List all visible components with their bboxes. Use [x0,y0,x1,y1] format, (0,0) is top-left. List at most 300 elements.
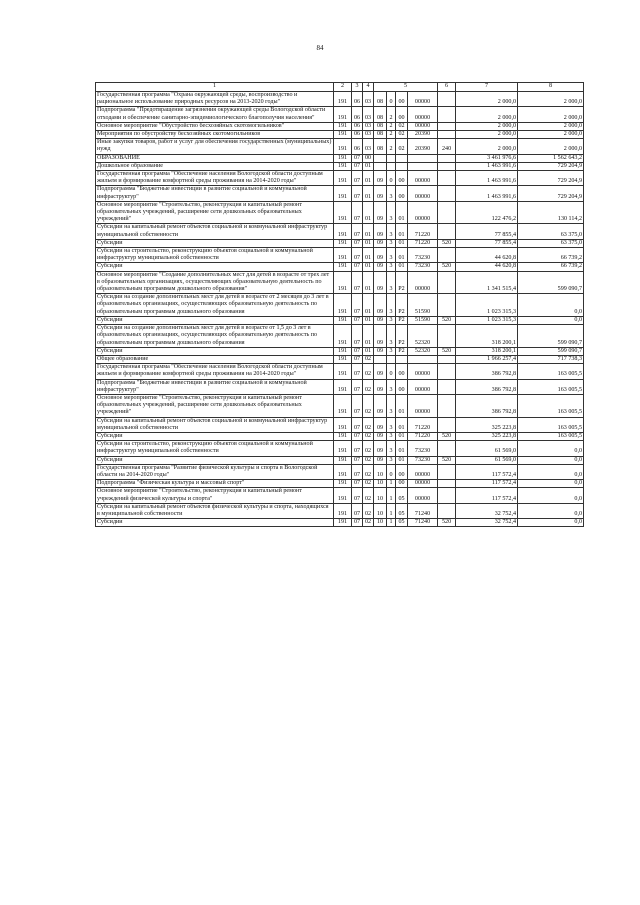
section-cell: 07 [352,224,363,239]
target-code-subprogram-cell: 3 [387,271,396,294]
header-cell-4: 4 [363,83,374,92]
target-code-program-cell: 09 [374,294,387,317]
subsection-cell: 02 [363,503,374,518]
amount-col7-cell: 1 023 315,3 [456,294,518,317]
target-code-direction-cell: 52320 [408,347,438,355]
row-name-cell: Подпрограмма "Бюджетные инвестиции в развитие социальной и коммунальной инфраструктур" [96,186,334,201]
grbs-cell: 191 [334,139,352,154]
table-row [96,503,584,518]
table-row [96,394,584,417]
target-code-subprogram-cell: 2 [387,107,396,122]
target-code-program-cell [374,162,387,170]
row-name-cell: Субсидии [96,263,334,271]
expense-type-cell [438,355,456,363]
target-code-direction-cell: 20390 [408,139,438,154]
amount-col7-cell: 1 463 991,6 [456,171,518,186]
expense-type-cell [438,107,456,122]
row-name-cell: Подпрограмма "Бюджетные инвестиции в развитие социальной и коммунальной инфраструктур" [96,379,334,394]
amount-col7-cell: 44 620,8 [456,248,518,263]
target-code-measure-cell: 01 [396,394,408,417]
subsection-cell: 02 [363,519,374,527]
table-row [96,519,584,527]
section-cell: 07 [352,417,363,432]
row-name-cell: Основное мероприятие "Строительство, реконструкция и капитальный ремонт образовательных учреждений, расширение сети дошкольных образовательных учреждений" [96,201,334,224]
amount-col8-cell: 2 000,0 [518,139,584,154]
row-name-cell: Субсидии на строительство, реконструкцию объектов социальной и коммунальной инфраструктур муниципальной собственности [96,441,334,456]
target-code-program-cell: 08 [374,92,387,107]
amount-col7-cell: 2 000,0 [456,131,518,139]
target-code-subprogram-cell: 3 [387,394,396,417]
grbs-cell: 191 [334,294,352,317]
grbs-cell: 191 [334,519,352,527]
target-code-measure-cell: 01 [396,201,408,224]
subsection-cell: 01 [363,201,374,224]
header-cell-3: 3 [352,83,363,92]
amount-col7-cell: 61 569,0 [456,441,518,456]
grbs-cell: 191 [334,92,352,107]
grbs-cell: 191 [334,271,352,294]
section-cell: 07 [352,239,363,247]
subsection-cell: 01 [363,347,374,355]
expense-type-cell [438,480,456,488]
target-code-subprogram-cell: 3 [387,186,396,201]
subsection-cell: 01 [363,224,374,239]
table-row [96,488,584,503]
target-code-direction-cell: 00000 [408,464,438,479]
amount-col7-cell: 325 223,8 [456,417,518,432]
expense-type-cell [438,271,456,294]
target-code-measure-cell: P2 [396,316,408,324]
amount-col8-cell: 729 204,9 [518,162,584,170]
row-name-cell: Основное мероприятие "Строительство, реконструкция и капитальный ремонт образовательных учреждений, расширение сети дошкольных образовательных учреждений" [96,394,334,417]
target-code-direction-cell: 00000 [408,271,438,294]
row-name-cell: Субсидии на капитальный ремонт объектов физической культуры и спорта, находящихся в муниципальной собственности [96,503,334,518]
amount-col8-cell: 0,0 [518,519,584,527]
header-cell-2: 2 [334,83,352,92]
section-cell: 07 [352,441,363,456]
table-row [96,456,584,464]
target-code-measure-cell: 00 [396,186,408,201]
subsection-cell: 02 [363,379,374,394]
subsection-cell: 01 [363,162,374,170]
table-row [96,325,584,348]
row-name-cell: Субсидии на создание дополнительных мест для детей в возрасте от 2 месяцев до 3 лет в образовательных организациях, осуществляющих образовательную деятельность по образовательным программам дошкольного образования [96,294,334,317]
subsection-cell: 01 [363,186,374,201]
target-code-subprogram-cell: 3 [387,239,396,247]
target-code-measure-cell: P2 [396,271,408,294]
expense-type-cell [438,294,456,317]
amount-col8-cell: 0,0 [518,316,584,324]
amount-col7-cell: 386 792,8 [456,394,518,417]
header-cell-6: 6 [438,83,456,92]
section-cell: 07 [352,464,363,479]
target-code-measure-cell: P2 [396,325,408,348]
target-code-subprogram-cell: 3 [387,224,396,239]
target-code-program-cell: 10 [374,488,387,503]
row-name-cell: Субсидии [96,239,334,247]
target-code-direction-cell: 71220 [408,417,438,432]
table-row [96,316,584,324]
target-code-subprogram-cell: 3 [387,432,396,440]
expense-type-cell [438,154,456,162]
target-code-program-cell: 09 [374,364,387,379]
target-code-measure-cell: 01 [396,224,408,239]
target-code-program-cell: 09 [374,248,387,263]
subsection-cell: 03 [363,139,374,154]
target-code-measure-cell: 01 [396,263,408,271]
expense-type-cell: 240 [438,139,456,154]
target-code-measure-cell: 01 [396,432,408,440]
grbs-cell: 191 [334,316,352,324]
section-cell: 07 [352,154,363,162]
section-cell: 07 [352,263,363,271]
section-cell: 07 [352,162,363,170]
target-code-measure-cell [396,154,408,162]
subsection-cell: 02 [363,364,374,379]
grbs-cell: 191 [334,186,352,201]
target-code-program-cell: 09 [374,263,387,271]
amount-col8-cell: 163 005,5 [518,379,584,394]
target-code-subprogram-cell: 0 [387,364,396,379]
expense-type-cell [438,92,456,107]
table-row [96,122,584,130]
section-cell: 07 [352,347,363,355]
section-cell: 07 [352,316,363,324]
target-code-measure-cell: 01 [396,417,408,432]
target-code-program-cell: 08 [374,107,387,122]
target-code-direction-cell: 00000 [408,488,438,503]
grbs-cell: 191 [334,171,352,186]
table-row [96,107,584,122]
amount-col7-cell: 2 000,0 [456,92,518,107]
amount-col8-cell: 2 000,0 [518,122,584,130]
amount-col7-cell: 1 341 515,4 [456,271,518,294]
subsection-cell: 02 [363,394,374,417]
amount-col8-cell: 0,0 [518,456,584,464]
amount-col7-cell: 318 200,1 [456,347,518,355]
amount-col8-cell: 0,0 [518,480,584,488]
expense-type-cell: 520 [438,519,456,527]
amount-col8-cell: 163 005,5 [518,417,584,432]
target-code-direction-cell: 00000 [408,364,438,379]
amount-col7-cell: 1 463 991,6 [456,186,518,201]
target-code-measure-cell: 00 [396,364,408,379]
subsection-cell: 00 [363,154,374,162]
grbs-cell: 191 [334,355,352,363]
table-row [96,441,584,456]
target-code-direction-cell: 00000 [408,122,438,130]
target-code-subprogram-cell: 2 [387,139,396,154]
subsection-cell: 01 [363,294,374,317]
target-code-program-cell: 09 [374,316,387,324]
row-name-cell: Субсидии на создание дополнительных мест для детей в возрасте от 1,5 до 3 лет в образовательных организациях, осуществляющих образовательную деятельность по образовательным программам дошкольного образования [96,325,334,348]
amount-col7-cell: 1 463 991,6 [456,162,518,170]
amount-col7-cell: 386 792,8 [456,364,518,379]
target-code-direction-cell: 73230 [408,456,438,464]
section-cell: 07 [352,456,363,464]
amount-col7-cell: 325 223,8 [456,432,518,440]
budget-table [95,82,584,527]
grbs-cell: 191 [334,162,352,170]
target-code-program-cell: 09 [374,271,387,294]
grbs-cell: 191 [334,131,352,139]
target-code-measure-cell: 01 [396,456,408,464]
amount-col8-cell: 2 000,0 [518,131,584,139]
table-row [96,464,584,479]
section-cell: 07 [352,186,363,201]
amount-col7-cell: 386 792,8 [456,379,518,394]
section-cell: 07 [352,480,363,488]
header-cell-7: 7 [456,83,518,92]
target-code-subprogram-cell: 3 [387,379,396,394]
expense-type-cell: 520 [438,347,456,355]
table-row [96,131,584,139]
target-code-measure-cell: 02 [396,122,408,130]
grbs-cell: 191 [334,432,352,440]
subsection-cell: 02 [363,355,374,363]
table-row [96,162,584,170]
amount-col8-cell: 163 005,5 [518,432,584,440]
section-cell: 07 [352,355,363,363]
amount-col8-cell: 0,0 [518,441,584,456]
amount-col7-cell: 117 572,4 [456,488,518,503]
section-cell: 07 [352,432,363,440]
expense-type-cell [438,325,456,348]
target-code-subprogram-cell: 2 [387,122,396,130]
row-name-cell: Государственная программа "Развитие физической культуры и спорта в Вологодской области на 2014-2020 годы" [96,464,334,479]
target-code-measure-cell: 00 [396,107,408,122]
target-code-measure-cell: P2 [396,294,408,317]
target-code-subprogram-cell: 1 [387,480,396,488]
target-code-program-cell: 09 [374,379,387,394]
page-number: 84 [316,44,324,52]
target-code-measure-cell: 00 [396,171,408,186]
subsection-cell: 02 [363,456,374,464]
target-code-direction-cell: 71220 [408,224,438,239]
expense-type-cell: 520 [438,316,456,324]
subsection-cell: 01 [363,239,374,247]
expense-type-cell [438,171,456,186]
subsection-cell: 03 [363,107,374,122]
grbs-cell: 191 [334,417,352,432]
target-code-direction-cell: 00000 [408,171,438,186]
target-code-program-cell: 08 [374,131,387,139]
target-code-subprogram-cell: 0 [387,464,396,479]
target-code-direction-cell: 00000 [408,201,438,224]
section-cell: 07 [352,519,363,527]
expense-type-cell [438,248,456,263]
table-row [96,201,584,224]
target-code-program-cell [374,154,387,162]
target-code-subprogram-cell: 3 [387,294,396,317]
amount-col8-cell: 599 090,7 [518,271,584,294]
expense-type-cell [438,394,456,417]
expense-type-cell [438,464,456,479]
target-code-subprogram-cell: 0 [387,92,396,107]
amount-col7-cell: 44 620,8 [456,263,518,271]
table-row [96,139,584,154]
target-code-program-cell: 09 [374,325,387,348]
target-code-program-cell: 10 [374,464,387,479]
row-name-cell: Субсидии на строительство, реконструкцию объектов социальной и коммунальной инфраструктур муниципальной собственности [96,248,334,263]
row-name-cell: Субсидии на капитальный ремонт объектов социальной и коммунальной инфраструктур муниципальной собственности [96,224,334,239]
target-code-measure-cell: 02 [396,131,408,139]
target-code-subprogram-cell: 2 [387,131,396,139]
target-code-direction-cell [408,154,438,162]
target-code-subprogram-cell [387,355,396,363]
table-row [96,239,584,247]
target-code-direction-cell: 00000 [408,480,438,488]
expense-type-cell [438,379,456,394]
table-row [96,379,584,394]
target-code-program-cell: 08 [374,122,387,130]
target-code-measure-cell: 00 [396,379,408,394]
amount-col7-cell: 117 572,4 [456,480,518,488]
table-row [96,92,584,107]
row-name-cell: Подпрограмма "Предотвращение загрязнения окружающей среды Вологодской области отходами и обеспечение санитарно-эпидемиологического благополучия населения" [96,107,334,122]
target-code-program-cell: 08 [374,139,387,154]
target-code-program-cell: 09 [374,441,387,456]
amount-col7-cell: 32 752,4 [456,519,518,527]
amount-col8-cell: 66 739,2 [518,248,584,263]
subsection-cell: 02 [363,464,374,479]
table-row [96,171,584,186]
table-row [96,294,584,317]
header-cell-5: 5 [374,83,438,92]
amount-col8-cell: 729 204,9 [518,171,584,186]
target-code-direction-cell: 71220 [408,239,438,247]
expense-type-cell [438,224,456,239]
target-code-measure-cell: 00 [396,480,408,488]
amount-col7-cell: 1 023 315,3 [456,316,518,324]
target-code-program-cell: 10 [374,503,387,518]
expense-type-cell: 520 [438,456,456,464]
target-code-program-cell: 09 [374,186,387,201]
amount-col8-cell: 63 375,0 [518,224,584,239]
row-name-cell: Основное мероприятие "Обустройство бесхозяйных скотомогильников" [96,122,334,130]
target-code-measure-cell: 00 [396,464,408,479]
target-code-direction-cell [408,355,438,363]
amount-col8-cell: 163 005,5 [518,364,584,379]
amount-col7-cell: 77 855,4 [456,224,518,239]
amount-col8-cell: 0,0 [518,294,584,317]
grbs-cell: 191 [334,364,352,379]
expense-type-cell: 520 [438,263,456,271]
expense-type-cell: 520 [438,239,456,247]
target-code-subprogram-cell: 1 [387,488,396,503]
amount-col7-cell: 318 200,1 [456,325,518,348]
subsection-cell: 01 [363,171,374,186]
row-name-cell: Государственная программа "Охрана окружающей среды, воспроизводство и рациональное использование природных ресурсов на 2013-2020 годы" [96,92,334,107]
target-code-measure-cell: 05 [396,503,408,518]
row-name-cell: Субсидии [96,347,334,355]
target-code-measure-cell: 05 [396,519,408,527]
expense-type-cell: 520 [438,432,456,440]
section-cell: 06 [352,131,363,139]
target-code-program-cell: 10 [374,480,387,488]
amount-col8-cell: 0,0 [518,464,584,479]
grbs-cell: 191 [334,122,352,130]
target-code-direction-cell: 52320 [408,325,438,348]
table-row [96,154,584,162]
amount-col7-cell: 117 572,4 [456,464,518,479]
target-code-measure-cell [396,162,408,170]
target-code-subprogram-cell: 3 [387,441,396,456]
subsection-cell: 02 [363,480,374,488]
target-code-direction-cell: 73230 [408,263,438,271]
target-code-direction-cell: 73230 [408,441,438,456]
section-cell: 07 [352,325,363,348]
target-code-program-cell [374,355,387,363]
target-code-subprogram-cell: 3 [387,456,396,464]
subsection-cell: 02 [363,441,374,456]
row-name-cell: Субсидии [96,519,334,527]
amount-col8-cell: 63 375,0 [518,239,584,247]
table-row [96,480,584,488]
row-name-cell: Субсидии [96,316,334,324]
grbs-cell: 191 [334,394,352,417]
target-code-program-cell: 09 [374,432,387,440]
amount-col8-cell: 2 000,0 [518,107,584,122]
subsection-cell: 01 [363,316,374,324]
target-code-direction-cell: 71240 [408,503,438,518]
amount-col8-cell: 2 000,0 [518,92,584,107]
amount-col7-cell: 61 569,0 [456,456,518,464]
grbs-cell: 191 [334,456,352,464]
target-code-subprogram-cell: 1 [387,503,396,518]
target-code-measure-cell [396,355,408,363]
target-code-program-cell: 09 [374,347,387,355]
amount-col8-cell: 163 005,5 [518,394,584,417]
subsection-cell: 01 [363,325,374,348]
expense-type-cell [438,488,456,503]
expense-type-cell [438,131,456,139]
section-cell: 06 [352,107,363,122]
target-code-program-cell: 09 [374,201,387,224]
amount-col8-cell: 130 114,2 [518,201,584,224]
row-name-cell: Субсидии на капитальный ремонт объектов социальной и коммунальной инфраструктур муниципальной собственности [96,417,334,432]
expense-type-cell [438,364,456,379]
target-code-direction-cell: 71240 [408,519,438,527]
target-code-direction-cell: 20390 [408,131,438,139]
subsection-cell: 02 [363,488,374,503]
expense-type-cell [438,122,456,130]
row-name-cell: Субсидии [96,456,334,464]
target-code-subprogram-cell [387,154,396,162]
amount-col7-cell: 122 476,2 [456,201,518,224]
subsection-cell: 02 [363,432,374,440]
target-code-subprogram-cell: 3 [387,347,396,355]
grbs-cell: 191 [334,201,352,224]
section-cell: 07 [352,271,363,294]
grbs-cell: 191 [334,480,352,488]
expense-type-cell [438,503,456,518]
target-code-program-cell: 09 [374,417,387,432]
expense-type-cell [438,201,456,224]
section-cell: 07 [352,171,363,186]
target-code-subprogram-cell: 3 [387,248,396,263]
target-code-measure-cell: 00 [396,92,408,107]
grbs-cell: 191 [334,488,352,503]
subsection-cell: 01 [363,263,374,271]
target-code-measure-cell: P2 [396,347,408,355]
amount-col8-cell: 1 562 643,2 [518,154,584,162]
target-code-subprogram-cell: 3 [387,263,396,271]
table-row [96,248,584,263]
subsection-cell: 01 [363,248,374,263]
table-row [96,364,584,379]
table-row [96,263,584,271]
